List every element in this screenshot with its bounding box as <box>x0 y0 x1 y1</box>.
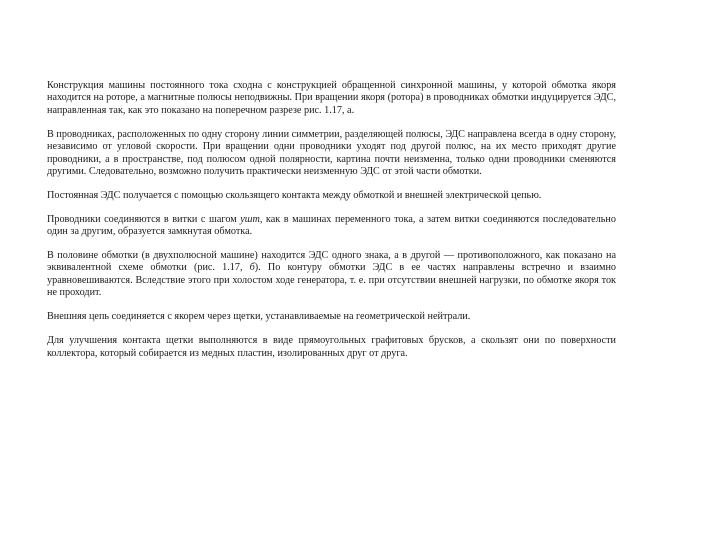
paragraph-text: Проводники соединяются в витки с шагом <box>47 213 241 225</box>
paragraph-text: В половине обмотки (в двухполюсной машине) находится ЭДС одного знака, а в другой — противоположного, как показано на эквивалентной схеме обмотки (рис. 1.17, <box>47 250 616 274</box>
paragraph-text: Конструкция машины постоянного тока сходна с конструкцией обращенной синхронной машины, у которой обмотка якоря находится на роторе, а магнитные полюсы неподвижны. При вращении якоря (ротора) в проводниках обмотки индуцируется ЭДС, направленная так, как это показано на поперечном разрезе рис. 1.17, а. <box>47 80 616 116</box>
paragraph-text: ). По контуру обмотки ЭДС в ее частях направлены встречно и взаимно уравновешиваются. Вследствие этого при холостом ходе генератора, т. е. при отсутствии внешней нагрузки, по обмотке якоря ток не проходит. <box>47 262 616 299</box>
paragraph-conductors <box>47 129 616 179</box>
paragraph-text: Постоянная ЭДС получается с помощью скользящего контакта между обмоткой и внешней электрической цепью. <box>47 189 542 201</box>
paragraph-text: В проводниках, расположенных по одну сторону линии симметрии, разделяющей полюсы, ЭДС направлена всегда в одну сторону, независимо от угловой скорости. При вращении одни проводники уходят под другой полюс, на их место приходят другие проводники, а в пространстве, под полюсом одной полярности, картина почти неизменна, только одни проводники сменяются другими. Следовательно, возможно получить практически неизменную ЭДС от этой части обмотки. <box>47 128 616 177</box>
paragraph-external-circuit <box>47 311 616 323</box>
paragraph-constant-emf <box>47 190 616 202</box>
figure-ref-b: б <box>249 262 255 274</box>
paragraph-text: Внешняя цепь соединяется с якорем через щетки, устанавливаемые на геометрической нейтрали. <box>47 311 471 323</box>
paragraph-text: Для улучшения контакта щетки выполняются в виде прямоугольных графитовых брусков, а скользят они по поверхности коллектора, который собирается из медных пластин, изолированных друг от друга. <box>47 335 616 359</box>
paragraph-half-winding <box>47 250 616 300</box>
paragraph-construction <box>47 80 616 117</box>
winding-step-symbol: yшт <box>240 213 260 225</box>
paragraph-winding-step <box>47 214 616 239</box>
paragraph-brushes <box>47 335 616 360</box>
paragraph-text: , как в машинах переменного тока, а затем витки соединяются последовательно один за другим, образуется замкнутая обмотка. <box>47 213 616 238</box>
text-body <box>47 80 616 371</box>
